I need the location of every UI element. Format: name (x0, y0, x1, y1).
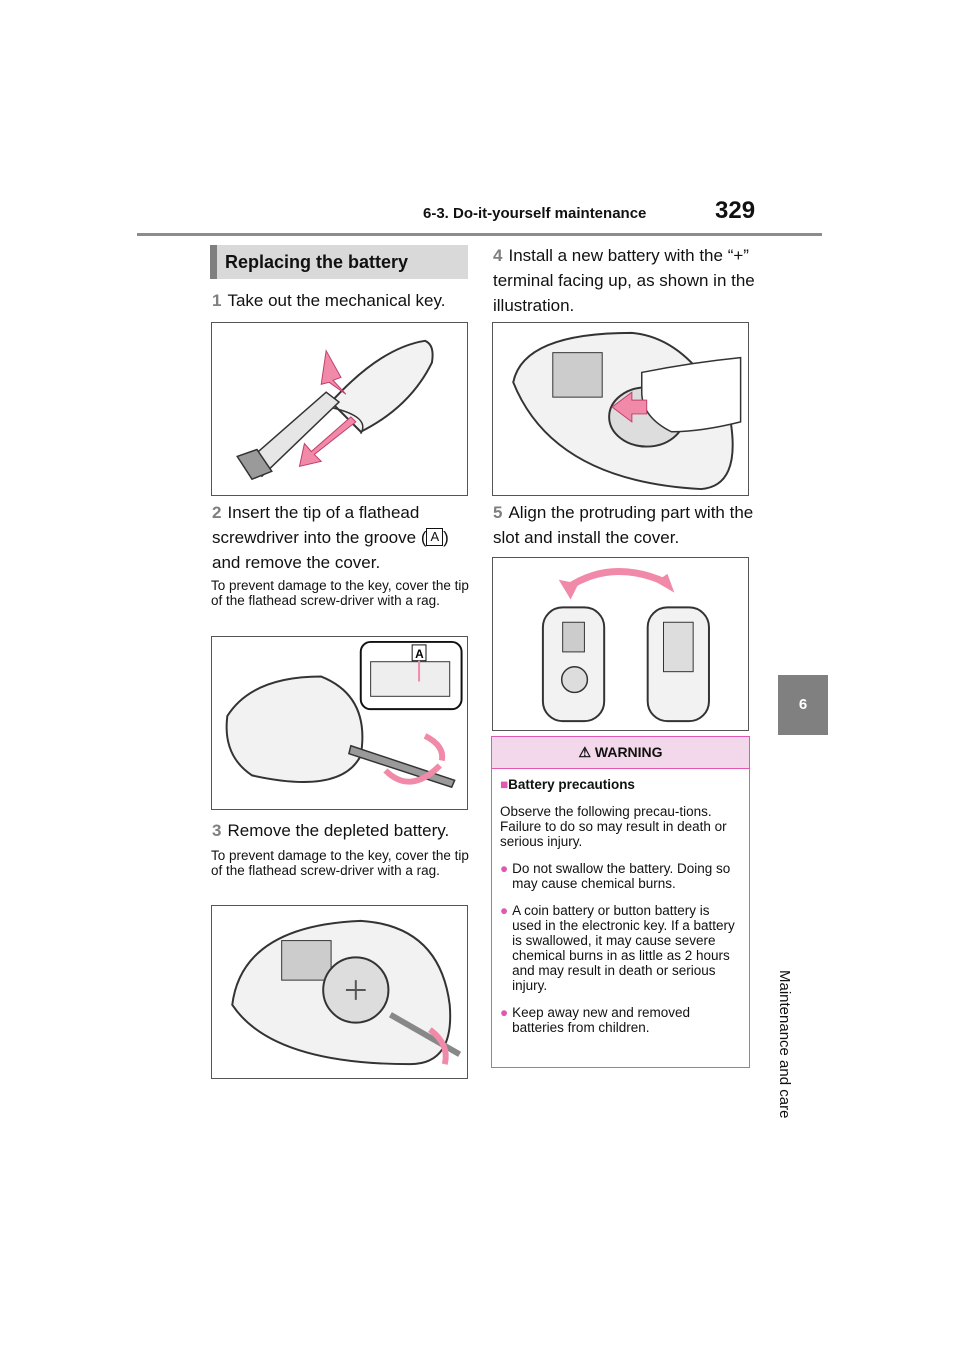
page-number: 329 (715, 197, 756, 224)
figure-remove-key (211, 322, 468, 496)
chapter-tab: 6 (778, 675, 828, 735)
section-heading: 6-3. Do-it-yourself maintenance (423, 205, 647, 222)
step-number: 3 (212, 821, 222, 840)
step-3 (212, 818, 474, 843)
warning-triangle-icon: ⚠ (578, 744, 591, 760)
warning-bullet (500, 903, 741, 993)
bullet-dot-icon: ● (500, 861, 509, 876)
warning-bullet-text: A coin battery or button battery is used in the electronic key. If a battery is swallowed, it may cause severe chemical burns in as little as 2 hours and may result in death or serious injury. (512, 903, 735, 993)
bullet-dot-icon: ● (500, 903, 509, 918)
warning-subtitle-row (500, 777, 741, 792)
warning-bullet-text: Do not swallow the battery. Doing so may cause chemical burns. (512, 861, 731, 891)
chapter-label: Maintenance and care (776, 970, 793, 1119)
step-1 (212, 288, 474, 313)
square-bullet-icon: ■ (500, 777, 509, 792)
step-text-before: Insert the tip of a flathead screwdriver into the groove ( (212, 503, 427, 547)
step-text: Take out the mechanical key. (227, 291, 446, 310)
step-2-note: To prevent damage to the key, cover the tip of the flathead screw-driver with a rag. (211, 578, 469, 608)
step-text: Remove the depleted battery. (227, 821, 450, 840)
warning-bullet (500, 1005, 741, 1035)
warning-bullet (500, 861, 741, 891)
cover-removal-illustration (212, 637, 467, 809)
battery-install-illustration (493, 323, 748, 495)
callout-a-label: A (415, 646, 424, 661)
cover-install-illustration (493, 558, 748, 730)
step-number: 1 (212, 291, 222, 310)
step-5 (493, 500, 755, 550)
step-3-note: To prevent damage to the key, cover the tip of the flathead screw-driver with a rag. (211, 848, 469, 878)
step-2 (212, 500, 474, 575)
step-number: 5 (493, 503, 503, 522)
figure-remove-battery (211, 905, 468, 1079)
bullet-dot-icon: ● (500, 1005, 509, 1020)
callout-label: A (426, 528, 443, 546)
section-title: Replacing the battery (225, 252, 409, 272)
step-number: 2 (212, 503, 222, 522)
warning-subtitle: Battery precautions (508, 777, 635, 792)
header-divider (137, 233, 822, 236)
step-text-after: ) and remove the cover. (212, 528, 449, 572)
section-title-box (210, 245, 468, 279)
step-number: 4 (493, 246, 503, 265)
figure-remove-cover (211, 636, 468, 810)
warning-box (491, 736, 750, 1068)
step-text: Install a new battery with the “+” terminal facing up, as shown in the illustration. (493, 246, 755, 315)
step-text: Align the protruding part with the slot and install the cover. (493, 503, 754, 547)
key-removal-illustration (212, 323, 467, 495)
warning-title: WARNING (594, 744, 663, 760)
figure-install-cover (492, 557, 749, 731)
warning-header (492, 737, 749, 769)
step-4 (493, 243, 755, 318)
warning-intro: Observe the following precau-tions. Failure to do so may result in death or serious injury. (500, 804, 727, 849)
figure-install-battery (492, 322, 749, 496)
warning-bullet-text: Keep away new and removed batteries from children. (512, 1005, 691, 1035)
warning-body (492, 769, 749, 1051)
battery-removal-illustration (212, 906, 467, 1078)
